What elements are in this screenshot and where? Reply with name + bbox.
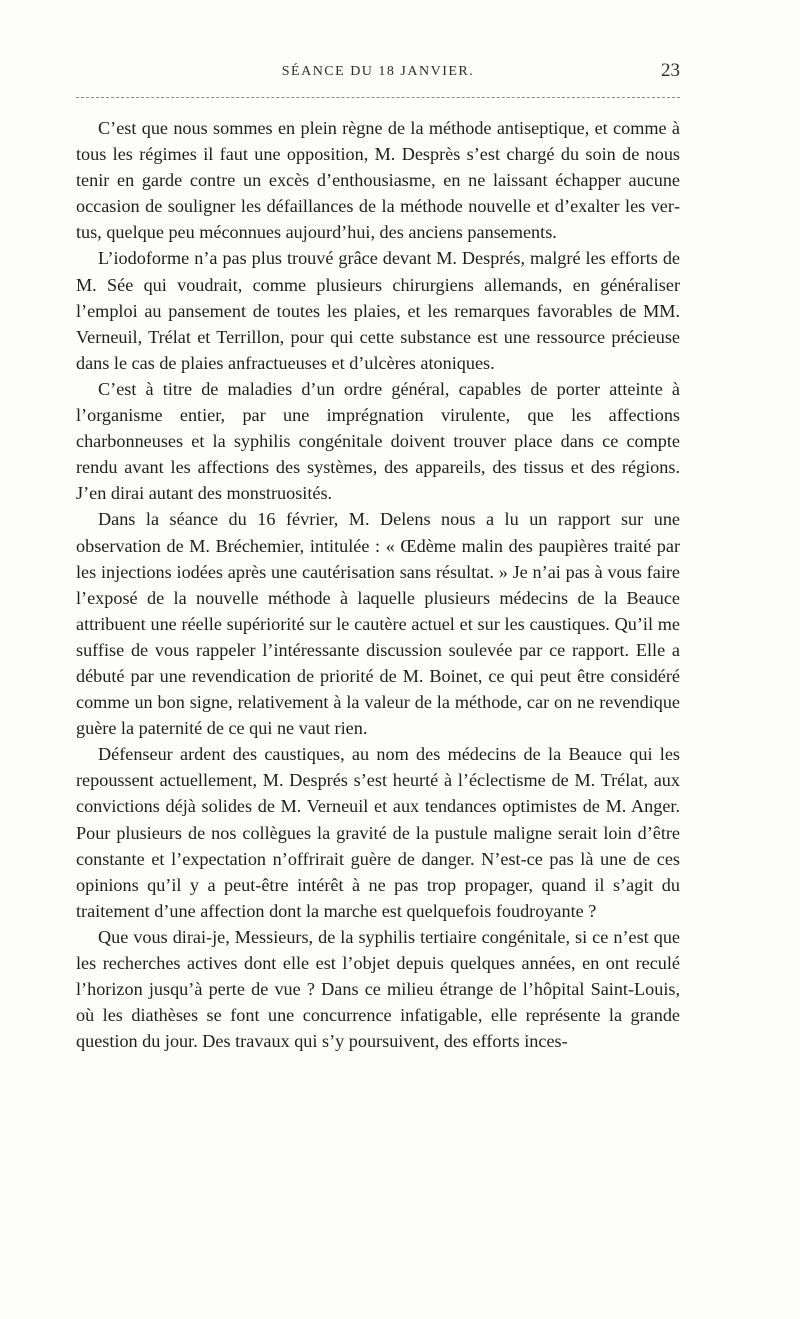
paragraph-iodoform: L’iodoforme n’a pas plus trouvé grâce devant M. Després, malgré les efforts de M. Sée qui voudrait, comme plusieurs chirurgiens allemands, en généraliser l’emploi au pansement de toutes les plaies, et les remarques favorables de MM. Verneuil, Trélat et Terrillon, pour qui cette substance est une ressource précieuse dans le cas de plaies anfractueuses et d’ulcères atoniques. (76, 248, 680, 373)
body-text (76, 115, 680, 1054)
paragraph-general-diseases: C’est à titre de maladies d’un ordre général, capables de porter atteinte à l’organisme entier, par une imprégnation virulente, que les affections charbonneuses et la syphilis congénitale doivent trouver place dans ce compte rendu avant les affections des systèmes, des appareils, des tissus et des régions. J’en dirai autant des monstruosités. (76, 378, 680, 504)
header-rule (76, 97, 680, 98)
running-title: SÉANCE DU 18 JANVIER. (281, 64, 475, 79)
paragraph-antiseptic-method: C’est que nous sommes en plein règne de la méthode antiseptique, et comme à tous les régimes il faut une opposition, M. Desprès s’est chargé du soin de nous tenir en garde contre un excès d’enthousiasme, en ne laissant échapper aucune occasion de souligner les défaillances de la méthode nouvelle et d’exalter les vertus, quelque peu méconnues aujourd’hui, des anciens pansements. (76, 118, 680, 243)
paragraph-caustics-debate: Défenseur ardent des caustiques, au nom des médecins de la Beauce qui les repoussent actuellement, M. Després s’est heurté à l’éclectisme de M. Trélat, aux convictions déjà solides de M. Verneuil et aux tendances optimistes de M. Anger. Pour plusieurs de nos collègues la gravité de la pustule maligne serait loin d’être constante et l’expectation n’offrirait guère de danger. N’est-ce pas là une de ces opinions qu’il y a peut-être intérêt à ne pas trop propager, quand il s’agit du traitement d’une affection dont la marche est quelquefois foudroyante ? (76, 744, 680, 921)
page-number: 23 (661, 60, 680, 81)
running-head (76, 60, 680, 84)
paragraph-congenital-syphilis: Que vous dirai-je, Messieurs, de la syphilis tertiaire congénitale, si ce n’est que les recherches actives dont elle est l’objet depuis quelques années, en ont reculé l’horizon jusqu’à perte de vue ? Dans ce milieu étrange de l’hôpital Saint-Louis, où les diathèses se font une concurrence infatigable, elle représente la grande question du jour. Des travaux qui s’y poursuivent, des efforts inces- (76, 926, 680, 1052)
paragraph-delens-report: Dans la séance du 16 février, M. Delens nous a lu un rapport sur une observation de M. Bréchemier, intitulée : « Œdème malin des paupières traité par les injections iodées après une cautérisation sans résultat. » Je n’ai pas à vous faire l’exposé de la nouvelle méthode à laquelle plusieurs médecins de la Beauce attribuent une réelle supériorité sur le cautère actuel et sur les caustiques. Qu’il me suffise de vous rappeler l’intéressante discussion soulevée par ce rapport. Elle a débuté par une revendication de priorité de M. Boinet, ce qui peut être considéré comme un bon signe, relativement à la valeur de la méthode, car on ne revendique guère la paternité de ce qui ne vaut rien. (76, 509, 680, 739)
